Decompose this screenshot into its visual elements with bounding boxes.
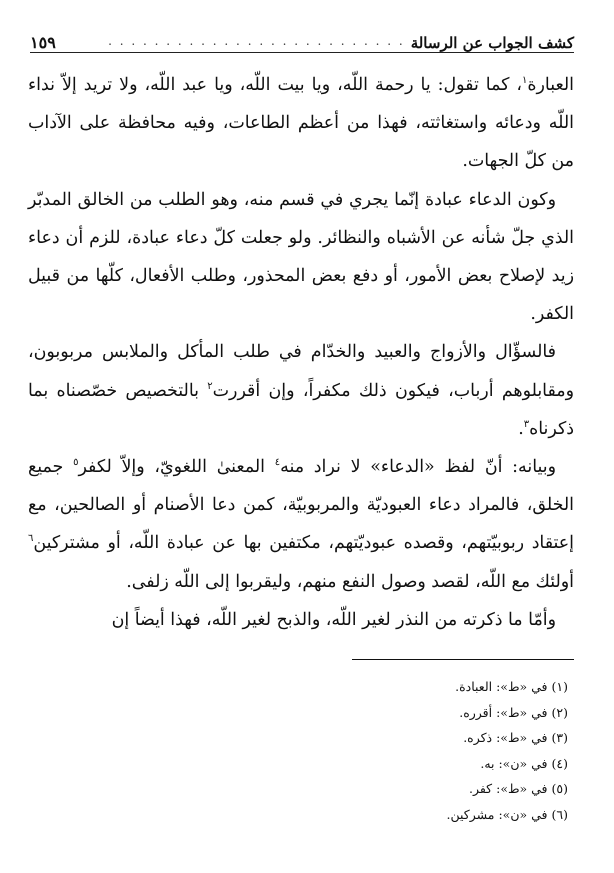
header-leader-dots: . . . . . . . . . . . . . . . . . . . . . . . . . .	[108, 34, 405, 48]
paragraph-4-text-c: جميع الخلق، فالمراد دعاء العبوديّة والمربوبيّة، كمن دعا الأصنام أو الصالحين، مع إعتقاد ربوبيّتهم، وقصده عبوديّتهم، مكتفين بها عن عبادة اللّه، أو مشتركين	[28, 457, 574, 554]
footnote-ref-6: ٦	[28, 533, 34, 545]
footnote-divider	[352, 659, 574, 660]
footnote-ref-1: ١	[522, 75, 528, 87]
footnote-ref-5: ٥	[73, 457, 79, 469]
footnote-ref-3: ٣	[523, 419, 530, 431]
paragraph-1-text-b: ، كما تقول: يا رحمة اللّه، ويا بيت اللّه، ويا عبد اللّه، ولا تريد إلاّ نداء اللّه ودعائه واستغاثته، فهذا من أعظم الطاعات، وفيه محافظة على الآداب من كلّ الجهات.	[28, 75, 574, 172]
paragraph-3-text-c: .	[518, 418, 524, 439]
paragraph-4	[28, 448, 574, 601]
footnote-3: (٣) في «ط»: ذكره.	[463, 730, 568, 746]
header-title: كشف الجواب عن الرسالة	[410, 34, 574, 52]
footnote-ref-2: ٢	[207, 380, 213, 392]
running-header	[30, 18, 574, 53]
paragraph-1-text-a: العبارة	[527, 75, 574, 95]
paragraph-3	[28, 333, 574, 448]
paragraph-4-text-d: أولئك مع اللّه، لقصد وصول النفع منهم، وليقربوا إلى اللّه زلفى.	[126, 571, 574, 592]
paragraph-3-text-a: فالسؤّال والأزواج والعبيد والخدّام في طلب المأكل والملابس مربوبون، ومقابلوهم أرباب، فيكون ذلك مكفراً، وإن أقررت	[28, 342, 574, 401]
paragraph-5-text: وأمّا ما ذكرته من النذر لغير اللّه، والذبح لغير اللّه، فهذا أيضاً إن	[111, 609, 556, 630]
paragraph-5	[28, 601, 574, 639]
footnotes	[200, 674, 568, 828]
footnote-2: (٢) في «ط»: أقرره.	[459, 704, 568, 720]
paragraph-2-text: وكون الدعاء عبادة إنّما يجري في قسم منه، وهو الطلب من الخالق المدبّر الذي جلّ شأنه عن الأشباه والنظائر. ولو جعلت كلّ دعاء عبادة، للزم أن دعاء زيد لإصلاح بعض الأمور، أو دفع بعض المحذور، وطلب الأفعال، كلّها من قبيل الكفر.	[28, 189, 574, 325]
footnote-6: (٦) في «ن»: مشركين.	[446, 806, 568, 822]
footnote-4: (٤) في «ن»: به.	[480, 755, 568, 771]
paragraph-4-text-a: وبيانه: أنّ لفظ «الدعاء» لا نراد منه	[280, 457, 556, 478]
page-number: ١٥٩	[30, 33, 56, 52]
footnote-ref-4: ٤	[274, 457, 281, 469]
paragraph-4-text-b: المعنىٰ اللغويّ، وإلاّ لكفر	[78, 457, 275, 478]
paragraph-2	[28, 181, 574, 334]
footnote-1: (١) في «ط»: العبادة.	[455, 679, 568, 694]
paragraph-1	[28, 66, 574, 181]
main-text	[28, 66, 574, 639]
paragraph-3-text-b: بالتخصيص خصّصناه بما ذكرناه	[28, 380, 574, 439]
footnote-5: (٥) في «ط»: كفر.	[468, 781, 568, 797]
